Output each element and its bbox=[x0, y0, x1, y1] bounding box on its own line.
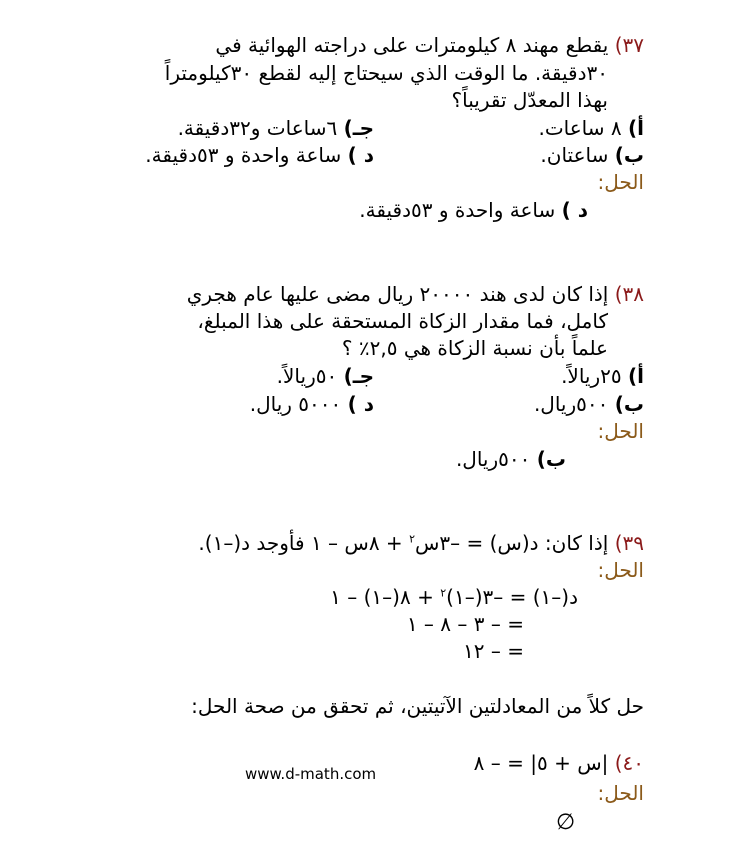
q37-option-c-label: جـ) bbox=[343, 116, 374, 140]
q38-option-d-label: د ) bbox=[347, 392, 374, 416]
q38-line2: كامل، فما مقدار الزكاة المستحقة على هذا المبلغ، bbox=[197, 309, 608, 333]
q39-step1-part2: + ٨(–١) – ١ bbox=[330, 585, 441, 609]
q38-answer-label: ب) bbox=[536, 447, 566, 471]
q39-text-part1: إذا كان: د(س) = –٣س bbox=[414, 531, 609, 555]
q39-exponent: ٢ bbox=[409, 532, 415, 546]
q38-number: ٣٨) bbox=[614, 282, 644, 306]
q37-answer bbox=[359, 197, 588, 223]
q38-answer-text: ٥٠٠ريال. bbox=[455, 447, 531, 471]
empty-set-symbol: ∅ bbox=[556, 810, 576, 835]
q39-step1 bbox=[330, 584, 578, 610]
q38-option-a-text: ٢٥ريالاً. bbox=[561, 364, 622, 388]
q40-line1 bbox=[474, 750, 644, 776]
q38-line3: علماً بأن نسبة الزكاة هي ٢,٥٪ ؟ bbox=[341, 336, 608, 360]
q37-option-d-text: ساعة واحدة و ٥٣دقيقة. bbox=[145, 143, 342, 167]
q39-line1 bbox=[198, 530, 644, 556]
q38-solution-label: الحل: bbox=[597, 419, 644, 443]
q37-option-a-text: ٨ ساعات. bbox=[538, 116, 622, 140]
instruction-text: حل كلاً من المعادلتين الآتيتين، ثم تحقق من صحة الحل: bbox=[191, 694, 644, 718]
q37-option-d bbox=[145, 142, 374, 168]
q38-option-d bbox=[250, 391, 374, 417]
q40-solution-label: الحل: bbox=[597, 781, 644, 805]
q40-equation: |س + ٥| = – ٨ bbox=[473, 751, 609, 775]
q39-step1-part1: د(–١) = –٣(–١) bbox=[446, 585, 578, 609]
q37-option-b bbox=[540, 142, 644, 168]
q37-option-a bbox=[538, 115, 644, 141]
q37-option-a-label: أ) bbox=[628, 116, 644, 140]
q38-option-c-text: ٥٠ريالاً. bbox=[276, 364, 338, 388]
q38-option-b bbox=[534, 391, 644, 417]
q39-number: ٣٩) bbox=[614, 531, 644, 555]
q37-text-line1: يقطع مهند ٨ كيلومترات على دراجته الهوائية في bbox=[215, 33, 609, 57]
q39-step3: = – ١٢ bbox=[463, 639, 524, 663]
q38-text-line1: إذا كان لدى هند ٢٠٠٠٠ ريال مضى عليها عام هجري bbox=[186, 282, 609, 306]
q37-number: ٣٧) bbox=[614, 33, 644, 57]
q38-line1 bbox=[187, 281, 644, 307]
q38-answer bbox=[456, 446, 566, 472]
q38-option-b-text: ٥٠٠ريال. bbox=[533, 392, 609, 416]
q38-option-c-label: جـ) bbox=[343, 364, 374, 388]
q39-solution-label: الحل: bbox=[597, 558, 644, 582]
q39-step1-exponent: ٢ bbox=[440, 586, 447, 600]
q40-number: ٤٠) bbox=[614, 751, 644, 775]
q39-step2: = – ٣ – ٨ – ١ bbox=[406, 612, 524, 636]
q37-line3: بهذا المعدّل تقريباً؟ bbox=[451, 88, 608, 112]
q38-option-b-label: ب) bbox=[614, 392, 644, 416]
q38-option-c bbox=[277, 363, 374, 389]
q37-line2: ٣٠دقيقة. ما الوقت الذي سيحتاج إليه لقطع ٣٠كيلومتراً bbox=[164, 61, 608, 85]
q37-option-d-label: د ) bbox=[347, 143, 374, 167]
q38-option-a-label: أ) bbox=[628, 364, 644, 388]
website-link[interactable]: www.d-math.com bbox=[245, 765, 377, 783]
q37-solution-label: الحل: bbox=[597, 170, 644, 194]
q38-option-d-text: ٥٠٠٠ ريال. bbox=[249, 392, 342, 416]
q37-option-c bbox=[178, 115, 374, 141]
q37-option-b-label: ب) bbox=[614, 143, 644, 167]
q39-text-part2: + ٨س – ١ فأوجد د(–١). bbox=[198, 531, 410, 555]
q37-line1 bbox=[215, 32, 644, 58]
q39-text bbox=[198, 531, 608, 555]
q37-answer-text: ساعة واحدة و ٥٣دقيقة. bbox=[359, 198, 556, 222]
q37-option-b-text: ساعتان. bbox=[540, 143, 609, 167]
q37-option-c-text: ٦ساعات و٣٢دقيقة. bbox=[177, 116, 338, 140]
q38-option-a bbox=[561, 363, 644, 389]
q37-answer-label: د ) bbox=[561, 198, 588, 222]
